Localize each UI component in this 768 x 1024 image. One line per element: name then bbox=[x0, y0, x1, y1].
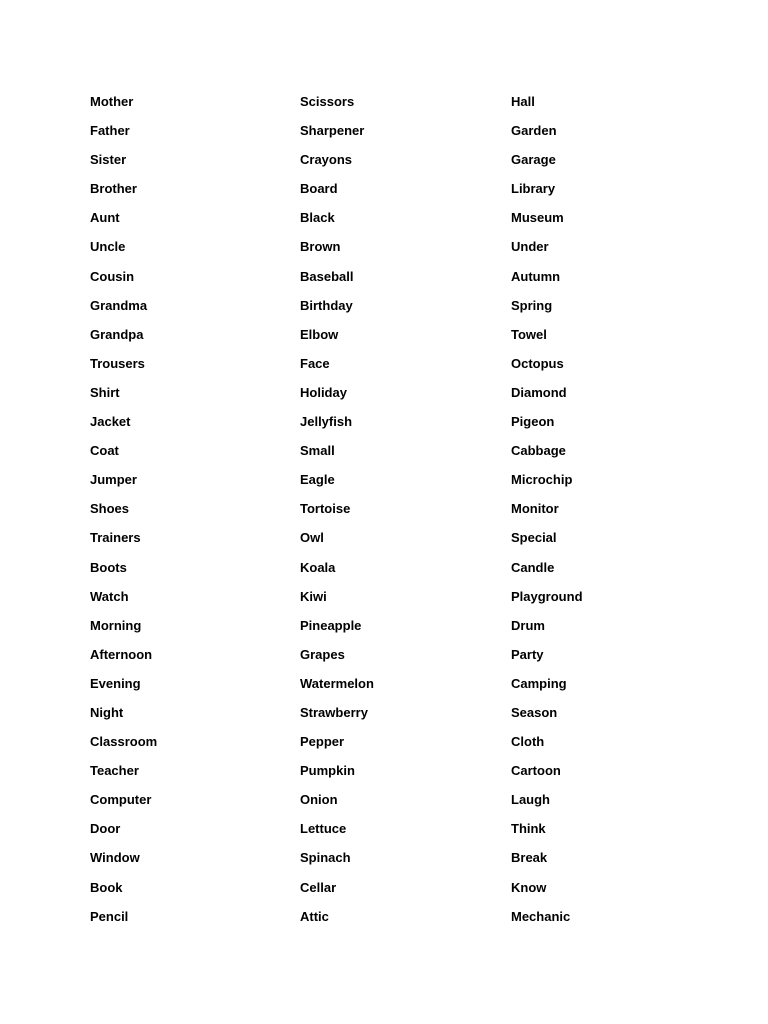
word-item: Small bbox=[300, 443, 335, 459]
word-item: Museum bbox=[511, 210, 564, 226]
word-item: Cabbage bbox=[511, 443, 566, 459]
word-item: Birthday bbox=[300, 297, 353, 313]
word-item: Grandpa bbox=[90, 326, 144, 342]
word-item: Mother bbox=[90, 94, 134, 109]
word-column-1 bbox=[90, 91, 157, 935]
word-item: Jumper bbox=[90, 472, 137, 488]
word-item: Library bbox=[511, 181, 556, 197]
word-column-3 bbox=[511, 91, 583, 935]
word-item: Teacher bbox=[90, 763, 139, 779]
word-item: Brown bbox=[300, 239, 341, 255]
word-item: Father bbox=[90, 123, 130, 139]
word-item: Under bbox=[511, 239, 549, 255]
word-item: Think bbox=[511, 821, 546, 837]
word-item: Kiwi bbox=[300, 588, 327, 604]
word-item: Sister bbox=[90, 152, 127, 168]
word-item: Trainers bbox=[90, 530, 141, 546]
word-item: Door bbox=[90, 821, 121, 837]
word-item: Candle bbox=[511, 559, 555, 575]
word-item: Cellar bbox=[300, 879, 337, 895]
word-item: Mechanic bbox=[511, 908, 571, 924]
word-item: Laugh bbox=[511, 792, 550, 808]
word-item: Season bbox=[511, 704, 558, 720]
word-item: Break bbox=[511, 850, 548, 866]
word-item: Koala bbox=[300, 559, 336, 575]
word-item: Spring bbox=[511, 297, 553, 313]
word-item: Monitor bbox=[511, 501, 559, 517]
word-item: Pineapple bbox=[300, 617, 362, 633]
word-item: Garden bbox=[511, 123, 557, 139]
word-item: Face bbox=[300, 355, 330, 371]
word-item: Window bbox=[90, 850, 140, 866]
word-item: Know bbox=[511, 879, 547, 895]
word-item: Grandma bbox=[90, 297, 148, 313]
word-item: Eagle bbox=[300, 472, 335, 488]
word-item: Sharpener bbox=[300, 123, 365, 139]
word-item: Special bbox=[511, 530, 557, 546]
word-item: Jacket bbox=[90, 414, 131, 430]
word-item: Night bbox=[90, 704, 124, 720]
word-item: Board bbox=[300, 181, 338, 197]
word-item: Playground bbox=[511, 588, 583, 604]
word-item: Shirt bbox=[90, 384, 120, 400]
word-item: Coat bbox=[90, 443, 119, 459]
word-item: Crayons bbox=[300, 152, 353, 168]
word-item: Watermelon bbox=[300, 675, 374, 691]
word-item: Watch bbox=[90, 588, 129, 604]
word-item: Elbow bbox=[300, 326, 339, 342]
word-item: Diamond bbox=[511, 384, 567, 400]
word-item: Camping bbox=[511, 675, 567, 691]
word-item: Lettuce bbox=[300, 821, 347, 837]
word-item: Party bbox=[511, 646, 544, 662]
word-item: Pencil bbox=[90, 908, 129, 924]
word-item: Baseball bbox=[300, 268, 354, 284]
word-item: Microchip bbox=[511, 472, 573, 488]
word-item: Strawberry bbox=[300, 704, 368, 720]
word-item: Jellyfish bbox=[300, 414, 353, 430]
word-item: Shoes bbox=[90, 501, 130, 517]
word-item: Hall bbox=[511, 94, 535, 109]
word-item: Pumpkin bbox=[300, 763, 355, 779]
word-item: Scissors bbox=[300, 94, 355, 109]
word-item: Morning bbox=[90, 617, 142, 633]
word-item: Pepper bbox=[300, 734, 345, 750]
word-item: Spinach bbox=[300, 850, 351, 866]
word-item: Book bbox=[90, 879, 123, 895]
word-item: Onion bbox=[300, 792, 338, 808]
word-item: Cousin bbox=[90, 268, 135, 284]
word-column-2 bbox=[300, 91, 374, 935]
word-item: Garage bbox=[511, 152, 556, 168]
word-item: Drum bbox=[511, 617, 545, 633]
word-item: Owl bbox=[300, 530, 324, 546]
word-item: Classroom bbox=[90, 734, 158, 750]
word-item: Boots bbox=[90, 559, 127, 575]
word-item: Cartoon bbox=[511, 763, 561, 779]
word-item: Black bbox=[300, 210, 335, 226]
word-item: Afternoon bbox=[90, 646, 153, 662]
word-item: Pigeon bbox=[511, 414, 555, 430]
word-item: Tortoise bbox=[300, 501, 351, 517]
word-item: Computer bbox=[90, 792, 152, 808]
word-item: Uncle bbox=[90, 239, 126, 255]
word-item: Attic bbox=[300, 908, 329, 924]
word-item: Grapes bbox=[300, 646, 345, 662]
word-item: Cloth bbox=[511, 734, 545, 750]
word-item: Octopus bbox=[511, 355, 564, 371]
word-item: Brother bbox=[90, 181, 137, 197]
word-item: Aunt bbox=[90, 210, 120, 226]
word-item: Trousers bbox=[90, 355, 145, 371]
word-item: Autumn bbox=[511, 268, 561, 284]
word-item: Evening bbox=[90, 675, 141, 691]
word-item: Towel bbox=[511, 326, 547, 342]
word-item: Holiday bbox=[300, 384, 347, 400]
